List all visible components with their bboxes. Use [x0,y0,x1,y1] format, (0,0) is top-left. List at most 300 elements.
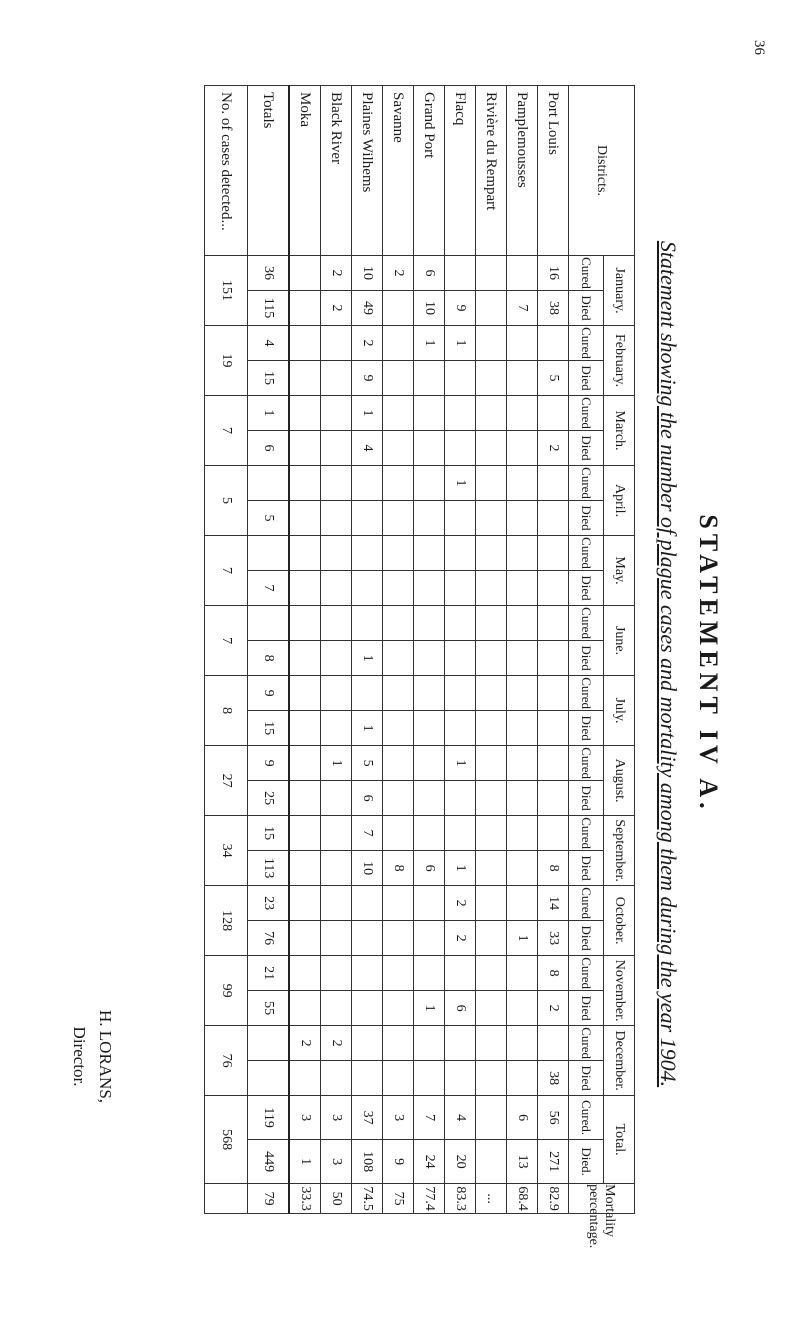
table-cell: 20 [445,1140,476,1184]
table-cell: 14 [538,886,569,921]
table-cell [507,886,538,921]
table-row [352,86,383,1214]
table-cell [414,886,445,921]
table-cell [476,501,507,536]
total-cured-subheader: Cured. [569,1096,604,1140]
table-cell [352,1026,383,1061]
table-cell: 1 [352,641,383,676]
table-cell: 1 [445,326,476,361]
table-cell [289,676,321,711]
month-header-row [604,86,635,1214]
table-cell [476,256,507,291]
table-cell: 10 [352,256,383,291]
table-cell [476,466,507,501]
table-cell: 1 [445,851,476,886]
table-cell [414,1026,445,1061]
table-cell [383,781,414,816]
table-cell: 5 [352,746,383,781]
detected-label: No. of cases detected... [205,86,248,256]
table-cell: 2 [289,1026,321,1061]
table-cell [352,606,383,641]
table-cell [321,326,352,361]
table-cell [476,746,507,781]
table-cell [414,711,445,746]
table-cell: 37 [352,1096,383,1140]
table-cell [383,291,414,326]
totals-cell: 9 [248,746,290,781]
table-cell [321,641,352,676]
district-name: Rivière du Rempart [476,86,507,256]
table-cell: 271 [538,1140,569,1184]
totals-cell [248,1026,290,1061]
table-cell: 2 [321,1026,352,1061]
table-cell [507,396,538,431]
table-cell [321,361,352,396]
signature-title: Director. [70,1026,89,1087]
table-cell [414,431,445,466]
table-cell [476,291,507,326]
table-cell [507,606,538,641]
district-name: Savanne [383,86,414,256]
table-cell [289,991,321,1026]
table-cell [445,641,476,676]
month-header: September. [604,816,635,886]
table-cell: 1 [289,1140,321,1184]
table-cell [383,466,414,501]
table-cell: 56 [538,1096,569,1140]
died-subheader: Died [569,641,604,676]
table-cell [507,991,538,1026]
district-name: Port Louis [538,86,569,256]
table-cell [445,711,476,746]
table-cell [414,501,445,536]
cured-subheader: Cured [569,466,604,501]
totals-cell: 36 [248,256,290,291]
table-cell [383,886,414,921]
table-cell [476,1096,507,1140]
table-cell [445,781,476,816]
totals-cell: 449 [248,1140,290,1184]
table-cell [476,991,507,1026]
table-cell [321,991,352,1026]
table-cell: 6 [352,781,383,816]
totals-cell: 6 [248,431,290,466]
table-cell [321,956,352,991]
month-header: June. [604,606,635,676]
table-cell: 2 [538,991,569,1026]
district-name: Grand Port [414,86,445,256]
detected-cell: 7 [205,536,248,606]
table-cell [414,816,445,851]
table-row [383,86,414,1214]
totals-cell: 76 [248,921,290,956]
table-cell [383,991,414,1026]
detected-cell: 128 [205,886,248,956]
totals-cell: 1 [248,396,290,431]
table-cell [476,326,507,361]
table-cell [507,326,538,361]
table-cell [321,466,352,501]
table-cell [507,536,538,571]
totals-cell: 5 [248,501,290,536]
table-cell [538,606,569,641]
totals-cell: 55 [248,991,290,1026]
table-cell [321,606,352,641]
cured-subheader: Cured [569,816,604,851]
table-cell [507,956,538,991]
table-cell [538,816,569,851]
table-cell [414,921,445,956]
table-cell [507,571,538,606]
table-cell [414,396,445,431]
table-cell [289,256,321,291]
table-cell [538,711,569,746]
totals-cell: 15 [248,711,290,746]
detected-cell: 568 [205,1096,248,1184]
totals-cell: 7 [248,571,290,606]
table-cell [507,851,538,886]
table-cell: 8 [538,851,569,886]
table-cell [321,431,352,466]
table-cell: 75 [383,1184,414,1214]
table-cell [507,746,538,781]
table-cell: 2 [321,256,352,291]
died-subheader: Died [569,921,604,956]
table-cell [414,361,445,396]
table-cell [383,676,414,711]
table-cell: 38 [538,291,569,326]
table-cell [414,536,445,571]
cured-subheader: Cured [569,606,604,641]
table-cell: 2 [383,256,414,291]
table-cell [289,606,321,641]
month-header: May. [604,536,635,606]
table-cell [476,571,507,606]
table-cell [383,536,414,571]
table-cell [445,396,476,431]
table-cell [476,431,507,466]
table-cell [414,781,445,816]
month-header: November. [604,956,635,1026]
table-cell [352,956,383,991]
table-cell [507,501,538,536]
table-cell [383,816,414,851]
died-subheader: Died [569,501,604,536]
table-cell: 6 [445,991,476,1026]
table-cell: 2 [445,886,476,921]
table-cell: 6 [414,256,445,291]
table-row [476,86,507,1214]
table-cell [352,676,383,711]
table-cell [383,1026,414,1061]
table-cell [507,676,538,711]
table-cell [352,571,383,606]
table-cell [383,606,414,641]
table-cell [352,466,383,501]
table-cell [383,1061,414,1096]
table-cell [445,1061,476,1096]
died-subheader: Died [569,571,604,606]
table-cell [289,326,321,361]
mortality-header: Mortality percentage. [569,1184,635,1214]
table-cell: 7 [507,291,538,326]
table-cell [507,641,538,676]
month-header: August. [604,746,635,816]
district-name: Moka [289,86,321,256]
table-cell [445,606,476,641]
died-subheader: Died [569,851,604,886]
table-cell [289,921,321,956]
table-cell [289,291,321,326]
table-cell: 5 [538,361,569,396]
table-cell [383,571,414,606]
died-subheader: Died [569,291,604,326]
month-header: October. [604,886,635,956]
table-row [321,86,352,1214]
table-cell [445,676,476,711]
table-cell [445,571,476,606]
totals-cell: 113 [248,851,290,886]
table-cell [289,1061,321,1096]
table-cell [289,466,321,501]
total-died-subheader: Died. [569,1140,604,1184]
table-cell [507,466,538,501]
table-cell: 1 [321,746,352,781]
district-rows [205,86,569,1214]
detected-cell: 19 [205,326,248,396]
cured-subheader: Cured [569,396,604,431]
table-cell [414,746,445,781]
table-cell: 6 [507,1096,538,1140]
month-header: April. [604,466,635,536]
table-cell [476,676,507,711]
table-cell: 8 [538,956,569,991]
table-cell [289,816,321,851]
month-header: December. [604,1026,635,1096]
table-cell: 82.9 [538,1184,569,1214]
table-cell: 2 [321,291,352,326]
signature-block [66,1010,118,1103]
month-header: January. [604,256,635,326]
table-cell [289,361,321,396]
month-header: July. [604,676,635,746]
table-cell [538,746,569,781]
table-cell [352,1061,383,1096]
table-cell: 33.3 [289,1184,321,1214]
table-cell [321,536,352,571]
table-cell [476,396,507,431]
table-cell: 2 [538,431,569,466]
district-name: Plaines Wilhems [352,86,383,256]
table-cell [289,396,321,431]
cured-subheader: Cured [569,956,604,991]
table-cell [445,1026,476,1061]
table-cell: 33 [538,921,569,956]
table-cell [445,536,476,571]
table-cell [289,851,321,886]
table-cell: 7 [352,816,383,851]
cured-subheader: Cured [569,1026,604,1061]
totals-cell: 119 [248,1096,290,1140]
table-cell [445,256,476,291]
table-cell [383,431,414,466]
totals-cell: 25 [248,781,290,816]
died-subheader: Died [569,431,604,466]
table-cell: 38 [538,1061,569,1096]
table-cell [352,501,383,536]
table-cell [476,641,507,676]
table-cell: 1 [414,991,445,1026]
table-cell [383,746,414,781]
table-cell [476,1026,507,1061]
table-cell: 24 [414,1140,445,1184]
table-cell [538,571,569,606]
table-cell [445,431,476,466]
table-cell [321,501,352,536]
table-row [507,86,538,1214]
table-cell [538,396,569,431]
table-cell [289,886,321,921]
table-cell: 68.4 [507,1184,538,1214]
table-cell [507,256,538,291]
table-cell [383,921,414,956]
table-cell: 13 [507,1140,538,1184]
table-cell: 4 [445,1096,476,1140]
table-cell [289,571,321,606]
table-row [289,86,321,1214]
table-cell: 9 [445,291,476,326]
table-cell [476,921,507,956]
table-cell [352,921,383,956]
table-cell [414,466,445,501]
table-cell [321,711,352,746]
table-cell [321,1061,352,1096]
totals-row [248,86,290,1214]
table-cell [507,781,538,816]
table-cell [476,886,507,921]
totals-cell: 79 [248,1184,290,1214]
table-cell [476,781,507,816]
totals-label: Totals [248,86,290,256]
detected-cell: 8 [205,676,248,746]
cured-subheader: Cured [569,536,604,571]
district-name: Pamplemousses [507,86,538,256]
died-subheader: Died [569,991,604,1026]
table-cell: 3 [321,1096,352,1140]
table-cell: 49 [352,291,383,326]
table-cell: 2 [445,921,476,956]
table-cell: 9 [383,1140,414,1184]
totals-cell: 21 [248,956,290,991]
table-cell: 3 [321,1140,352,1184]
table-cell [538,326,569,361]
table-cell [383,326,414,361]
table-cell [321,886,352,921]
died-subheader: Died [569,711,604,746]
table-cell [476,1061,507,1096]
signature-name: H. LORANS, [96,1010,115,1104]
cured-subheader: Cured [569,326,604,361]
table-cell [321,396,352,431]
table-cell [414,571,445,606]
table-cell [507,361,538,396]
table-cell: 8 [383,851,414,886]
table-cell [321,816,352,851]
table-cell: 3 [289,1096,321,1140]
table-cell [383,501,414,536]
statement-subheading: Statement showing the number of plague cases and mortality among them during the year 1904. [656,240,681,1088]
page-number: 36 [751,40,767,55]
table-cell: 1 [445,466,476,501]
cured-subheader: Cured [569,746,604,781]
table-cell [507,711,538,746]
table-cell [476,606,507,641]
table-cell [321,676,352,711]
table-cell [414,606,445,641]
died-subheader: Died [569,361,604,396]
table-cell [352,991,383,1026]
table-cell: 7 [414,1096,445,1140]
table-cell [538,676,569,711]
totals-cell: 8 [248,641,290,676]
table-cell: 1 [507,921,538,956]
month-header: March. [604,396,635,466]
table-cell [383,361,414,396]
totals-cell [248,466,290,501]
cured-subheader: Cured [569,256,604,291]
table-cell: 83.3 [445,1184,476,1214]
table-cell [476,956,507,991]
totals-cell: 115 [248,291,290,326]
statement-heading: STATEMENT IV A. [694,514,723,814]
totals-cell: 15 [248,816,290,851]
table-cell [538,781,569,816]
table-cell: 1 [352,711,383,746]
table-cell: 1 [414,326,445,361]
detected-cell: 5 [205,466,248,536]
detected-cell: 99 [205,956,248,1026]
table-cell: 1 [445,746,476,781]
districts-header: Districts. [569,86,635,256]
table-cell [414,676,445,711]
table-cell [383,711,414,746]
table-cell [538,536,569,571]
table-cell: 4 [352,431,383,466]
table-cell [352,536,383,571]
table-cell [476,361,507,396]
month-header: February. [604,326,635,396]
table-cell: 108 [352,1140,383,1184]
district-name: Flacq [445,86,476,256]
cured-subheader: Cured [569,886,604,921]
table-cell: 74.5 [352,1184,383,1214]
table-row [414,86,445,1214]
table-cell: ... [476,1184,507,1214]
table-cell [445,816,476,851]
detected-blank [205,1184,248,1214]
table-cell: 77.4 [414,1184,445,1214]
detected-row [205,86,248,1214]
table-cell: 6 [414,851,445,886]
detected-cell: 7 [205,396,248,466]
table-cell [445,361,476,396]
totals-cell: 4 [248,326,290,361]
table-cell [414,1061,445,1096]
table-cell [321,781,352,816]
table-cell [383,641,414,676]
table-cell [538,466,569,501]
table-cell [321,571,352,606]
